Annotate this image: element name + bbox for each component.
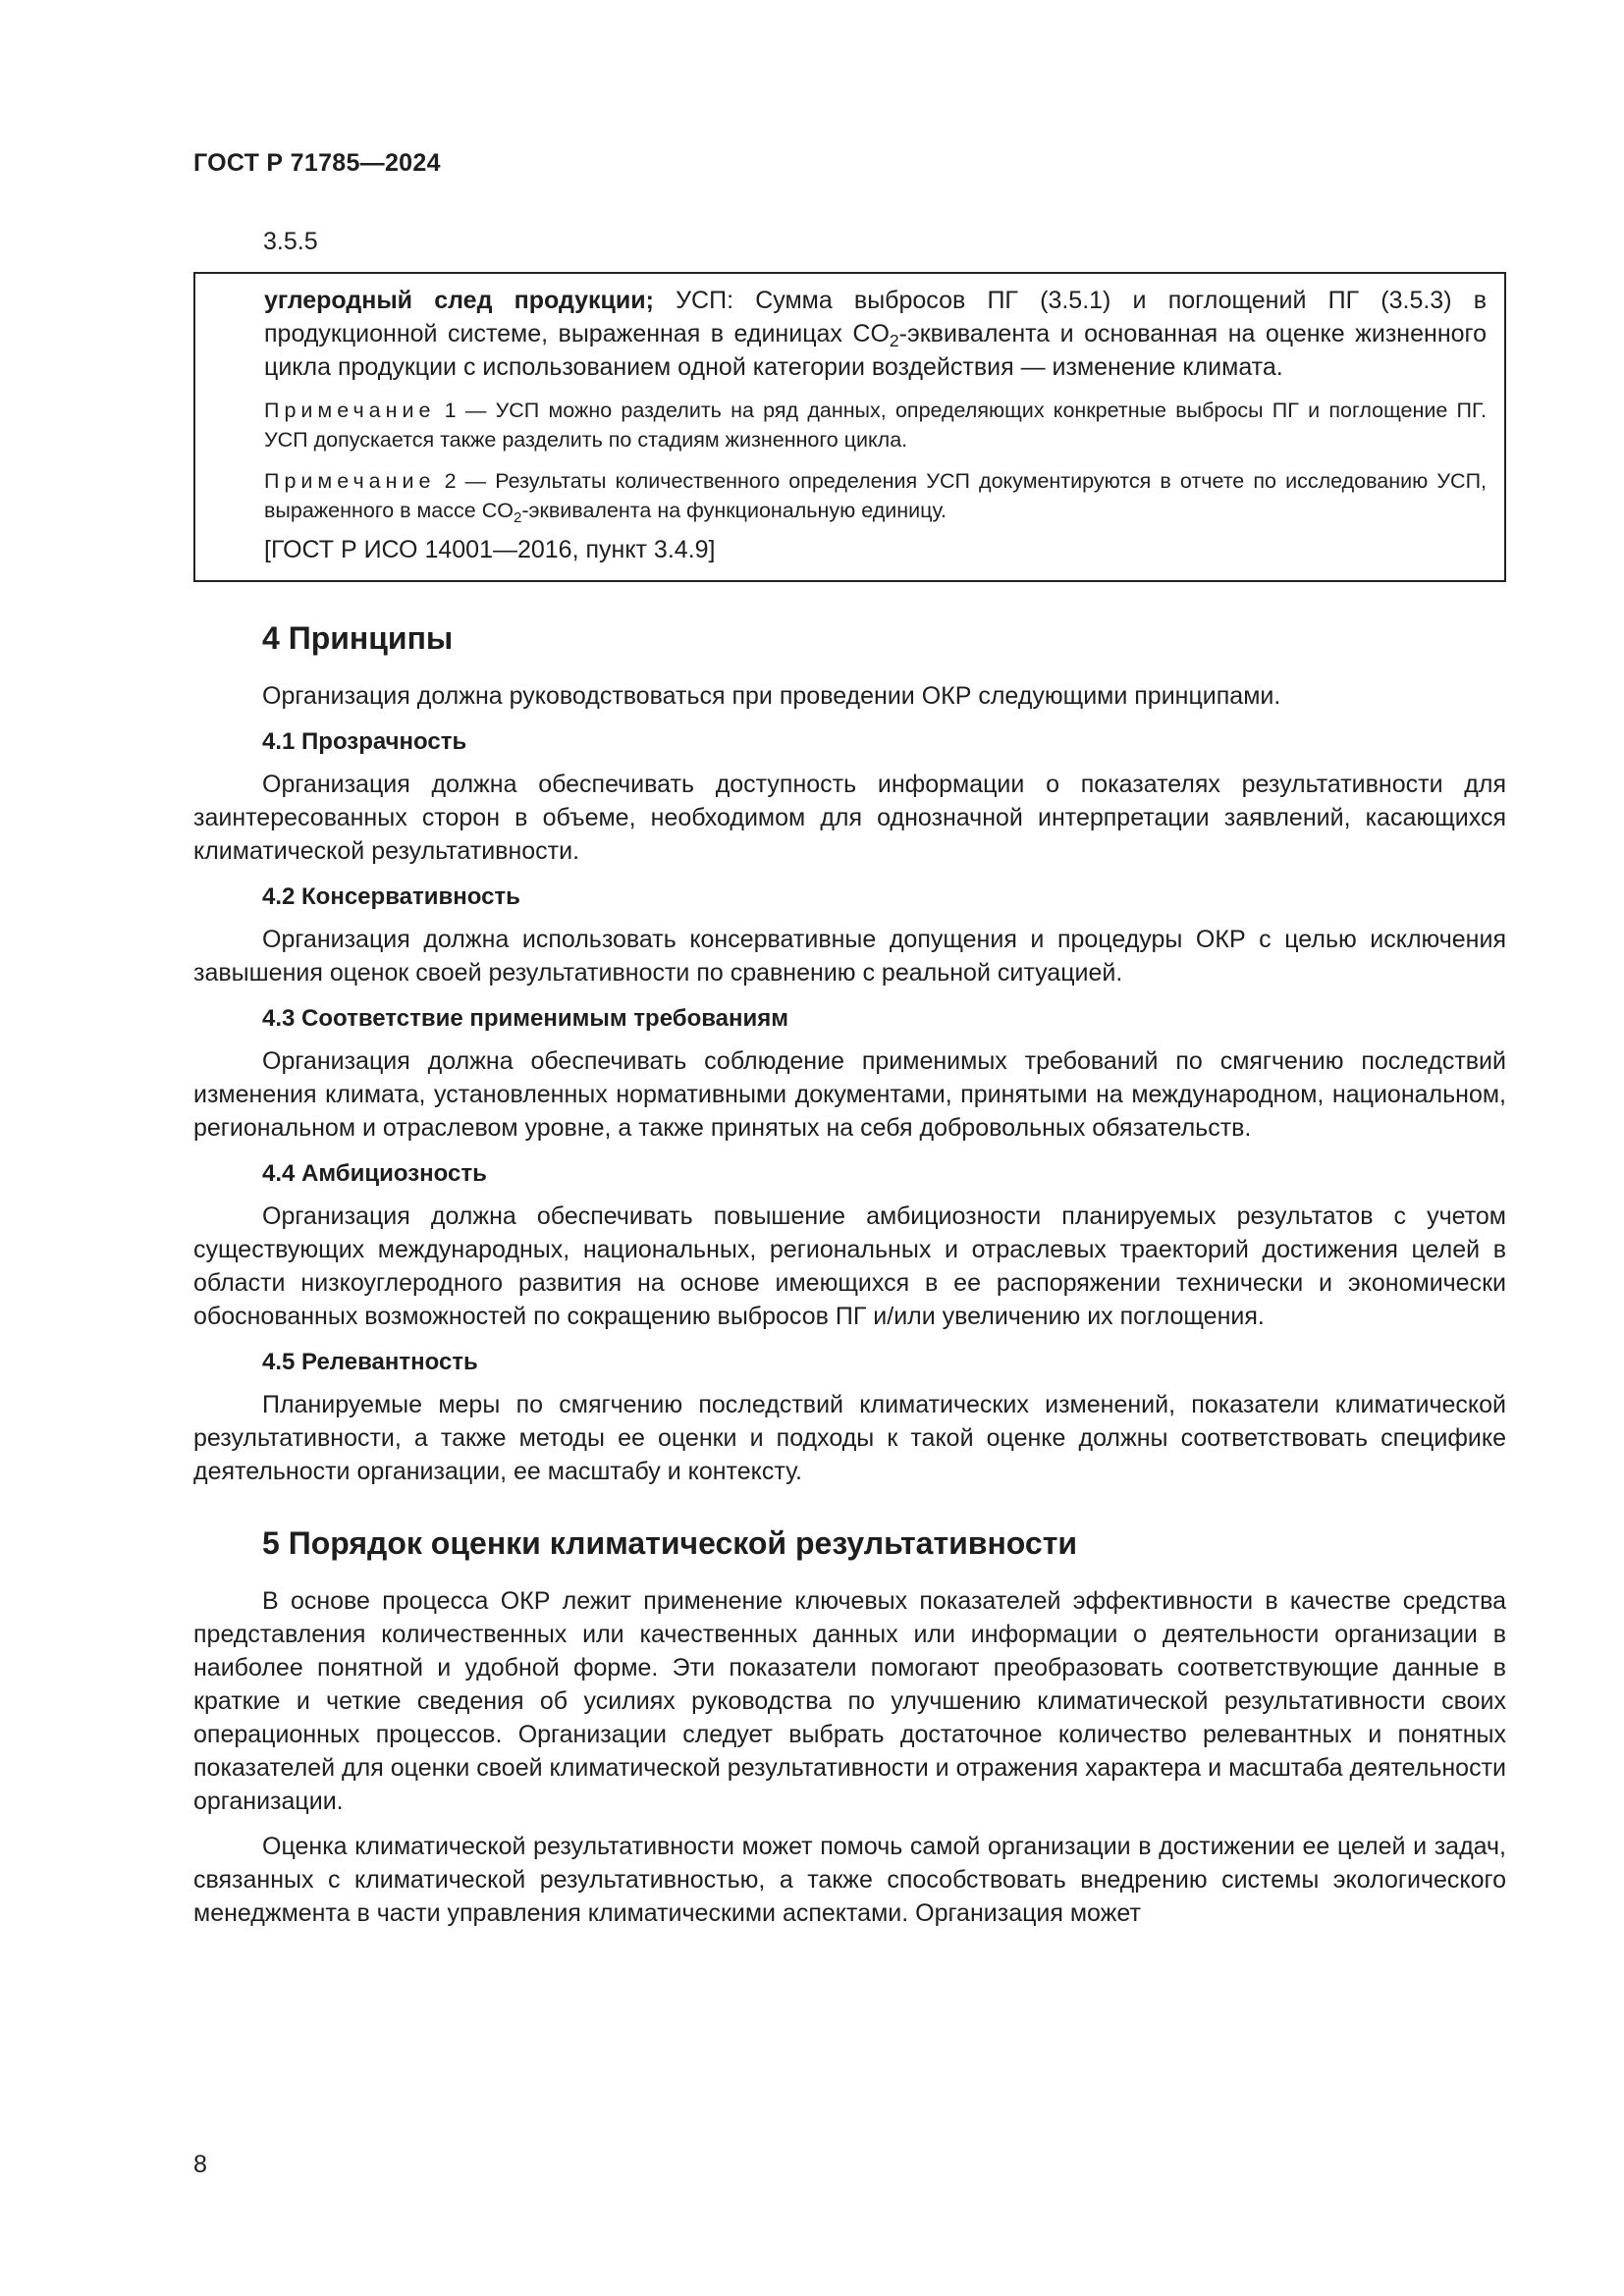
section-4-1-text: Организация должна обеспечивать доступность информации о показателях результативности для заинтересованных сторон в объеме, необходимом для однозначной интерпретации заявлений, касающихся климатической результативности. — [193, 771, 1506, 865]
term-definition-box — [193, 272, 1506, 582]
note-1-text: 1 — УСП можно разделить на ряд данных, определяющих конкретные выбросы ПГ и поглощение ПГ. УСП допускается также разделить по стадиям жизненного цикла. — [264, 399, 1487, 452]
section-4-4-title: 4.4 Амбициозность — [262, 1160, 487, 1187]
page-number: 8 — [193, 2151, 207, 2178]
term-source: [ГОСТ Р ИСО 14001—2016, пункт 3.4.9] — [264, 536, 716, 563]
section-4-1-title: 4.1 Прозрачность — [262, 728, 467, 755]
section-4-5-title: 4.5 Релевантность — [262, 1349, 478, 1375]
subscript: 2 — [889, 331, 899, 350]
section-4-3-text: Организация должна обеспечивать соблюдение применимых требований по смягчению последствий изменения климата, установленных нормативными документами, принятыми на международном, национальном, региональном и отраслевом уровне, а также принятых на себя добровольных обязательств. — [193, 1047, 1506, 1142]
main-content — [193, 618, 1506, 1942]
note-2-text-b: -эквивалента на функциональную единицу. — [521, 499, 947, 522]
section-4-title: 4 Принципы — [262, 620, 454, 656]
standard-header: ГОСТ Р 71785—2024 — [193, 149, 441, 177]
term-number: 3.5.5 — [263, 228, 318, 255]
section-4-3-title: 4.3 Соответствие применимым требованиям — [262, 1005, 789, 1032]
section-4-intro: Организация должна руководствоваться при проведении ОКР следующими принципами. — [262, 682, 1281, 710]
definition-text-b: -эквивалента и основанная на оценке жизненного цикла продукции с использованием одной категории воздействия — изменение климата. — [264, 320, 1487, 381]
note-2 — [264, 466, 1487, 525]
note-1-label: Примечание — [264, 399, 436, 422]
definition-text-a: УСП: Сумма выбросов ПГ (3.5.1) и поглощений ПГ (3.5.3) в продукционной системе, выраженная в единицах CO — [264, 287, 1487, 347]
section-4-4-text: Организация должна обеспечивать повышение амбициозности планируемых результатов с учетом существующих международных, национальных, региональных и отраслевых траекторий достижения целей в области низкоуглеродного развития на основе имеющихся в ее распоряжении технически и экономически обоснованных возможностей по сокращению выбросов ПГ и/или увеличению их поглощения. — [193, 1202, 1506, 1330]
note-1 — [264, 396, 1487, 454]
section-5-title: 5 Порядок оценки климатической результативности — [262, 1525, 1078, 1561]
term-name: углеродный след продукции; — [264, 287, 654, 314]
section-4-2-text: Организация должна использовать консервативные допущения и процедуры ОКР с целью исключения завышения оценок своей результативности по сравнению с реальной ситуацией. — [193, 926, 1506, 987]
section-5-paragraph-1: В основе процесса ОКР лежит применение ключевых показателей эффективности в качестве средства представления количественных или качественных данных или информации о деятельности организации в наиболее понятной и удобной форме. Эти показатели помогают преобразовать соответствующие данные в краткие и четкие сведения об усилиях руководства по улучшению климатической результативности своих операционных процессов. Организации следует выбрать достаточное количество релевантных и понятных показателей для оценки своей климатической результативности и отражения характера и масштаба деятельности организации. — [193, 1587, 1506, 1815]
note-2-label: Примечание — [264, 469, 436, 493]
subscript: 2 — [513, 509, 522, 526]
term-definition — [264, 284, 1487, 384]
note-2-text-a: 2 — Результаты количественного определения УСП документируются в отчете по исследованию УСП, выраженного в массе CO — [264, 469, 1487, 522]
section-5-paragraph-2: Оценка климатической результативности может помочь самой организации в достижении ее целей и задач, связанных с климатической результативностью, а также способствовать внедрению системы экологического менеджмента в части управления климатическими аспектами. Организация может — [193, 1833, 1506, 1927]
section-4-5-text: Планируемые меры по смягчению последствий климатических изменений, показатели климатической результативности, а также методы ее оценки и подходы к такой оценке должны соответствовать специфике деятельности организации, ее масштабу и контексту. — [193, 1391, 1506, 1485]
section-4-2-title: 4.2 Консервативность — [262, 883, 520, 910]
